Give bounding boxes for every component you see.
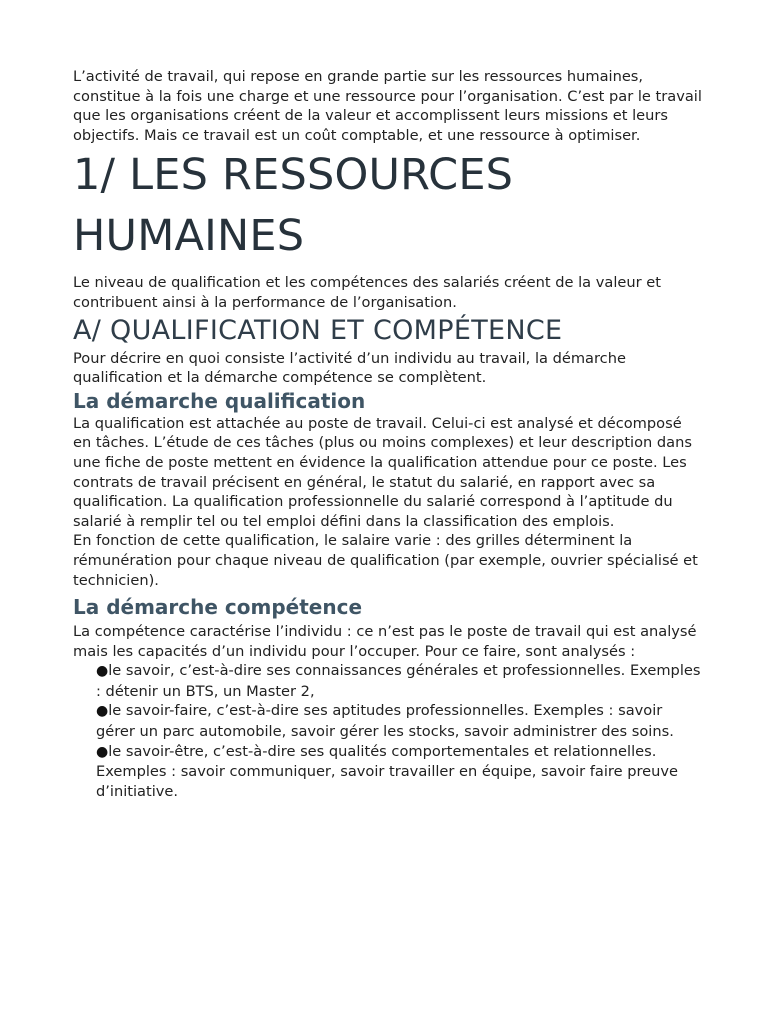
document-page	[73, 67, 703, 801]
heading-demarche-competence: La démarche compétence	[73, 595, 363, 620]
subsection-title-qualification-competence: A/ QUALIFICATION ET COMPÉTENCE	[73, 314, 563, 346]
qualification-paragraph-2: En fonction de cette qualification, le salaire varie : des grilles déterminent la rémunération pour chaque niveau de qualification (par exemple, ouvrier spécialisé et technicien).	[73, 532, 698, 589]
list-item-text: le savoir-faire, c’est-à-dire ses aptitudes professionnelles. Exemples : savoir gérer un parc automobile, savoir gérer les stocks, savoir administrer des soins.	[96, 702, 674, 741]
qualification-paragraph-1: La qualification est attachée au poste de travail. Celui-ci est analysé et décomposé en tâches. L’étude de ces tâches (plus ou moins complexes) et leur description dans une fiche de poste mettent en évidence la qualification attendue pour ce poste. Les contrats de travail précisent en général, le statut du salarié, en rapport avec sa qualification. La qualification professionnelle du salarié correspond à l’aptitude du salarié à remplir tel ou tel emploi défini dans la classification des emplois.	[73, 414, 692, 530]
bullet-icon: ●	[96, 743, 109, 760]
list-item-text: le savoir, c’est-à-dire ses connaissances générales et professionnelles. Exemples : détenir un BTS, un Master 2,	[96, 662, 701, 700]
list-item	[96, 742, 703, 802]
section-title-ressources-humaines: 1/ LES RESSOURCES HUMAINES	[73, 150, 514, 262]
intro-paragraph: L’activité de travail, qui repose en grande partie sur les ressources humaines, constitue à la fois une charge et une ressource pour l’organisation. C’est par le travail que les organisations créent de la valeur et accomplissent leurs missions et leurs objectifs. Mais ce travail est un coût comptable, et une ressource à optimiser.	[73, 68, 702, 144]
list-item-text: le savoir-être, c’est-à-dire ses qualités comportementales et relationnelles. Exemples : savoir communiquer, savoir travailler en équipe, savoir faire preuve d’initiative.	[96, 742, 678, 800]
bullet-icon: ●	[96, 663, 109, 680]
competence-paragraph: La compétence caractérise l’individu : ce n’est pas le poste de travail qui est analysé mais les capacités d’un individu pour l’occuper. Pour ce faire, sont analysés :	[73, 623, 697, 660]
bullet-icon: ●	[96, 703, 109, 720]
section-1-paragraph: Le niveau de qualification et les compétences des salariés créent de la valeur et contribuent ainsi à la performance de l’organisation.	[73, 274, 661, 311]
list-item	[96, 661, 703, 701]
section-a-paragraph: Pour décrire en quoi consiste l’activité d’un individu au travail, la démarche qualification et la démarche compétence se complètent.	[73, 349, 626, 387]
heading-demarche-qualification: La démarche qualification	[73, 388, 366, 413]
list-item	[96, 701, 703, 741]
competence-list	[73, 661, 703, 801]
